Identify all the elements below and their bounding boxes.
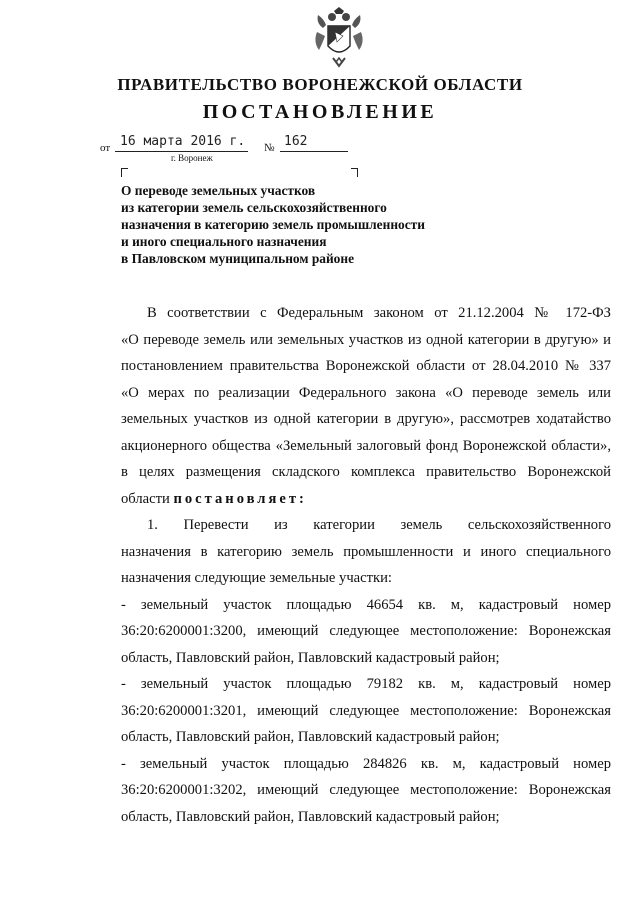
body-line [121,486,611,513]
coat-of-arms-emblem [313,6,365,70]
number-label: № [264,142,275,154]
date-value: 16 марта 2016 г. [120,134,246,149]
right-corner-mark [351,168,358,177]
plot-line: область, Павловский район, Павловский кадастровый район; [121,649,500,666]
plot-line: - земельный участок площадью 46654 кв. м, кадастровый номер [121,596,611,613]
subject-line: назначения в категорию земель промышленности [121,217,425,232]
body-line: В соответствии с Федеральным законом от 21.12.2004 № 172-ФЗ [147,305,611,321]
body-line: «О мерах по реализации Федерального закона «О переводе земель или [121,384,611,401]
document-body [121,300,611,830]
body-line: постановлением правительства Воронежской области от 28.04.2010 № 337 [121,358,611,374]
plot-line: область, Павловский район, Павловский кадастровый район; [121,808,500,825]
subject-line: из категории земель сельскохозяйственного [121,200,387,215]
body-line: в целях размещения складского комплекса правительство Воронежской [121,464,611,480]
decree-word: постановляет: [173,490,307,507]
number-value: 162 [284,134,308,149]
plot-line: 36:20:6200001:3200, имеющий следующее местоположение: Воронежская [121,623,611,639]
subject-line: и иного специального назначения [121,234,327,249]
body-line: земельных участков из одной категории в другую», рассмотрев ходатайство [121,411,611,427]
item-line: назначения следующие земельные участки: [121,570,392,586]
plot-line: - земельный участок площадью 284826 кв. м, кадастровый номер [121,755,611,772]
body-text: области [121,490,170,507]
date-underline [115,151,248,152]
authority-title: ПРАВИТЕЛЬСТВО ВОРОНЕЖСКОЙ ОБЛАСТИ [117,75,523,94]
subject-line: в Павловском муниципальном районе [121,251,355,266]
date-prefix: от [100,142,111,154]
plot-line: область, Павловский район, Павловский кадастровый район; [121,729,500,745]
plot-line: - земельный участок площадью 79182 кв. м, кадастровый номер [121,676,611,692]
item-line: назначения в категорию земель промышленности и иного специального [121,543,611,560]
document-type: ПОСТАНОВЛЕНИЕ [202,101,438,123]
number-underline [280,151,348,152]
body-line: «О переводе земель или земельных участков из одной категории в другую» и [121,331,611,348]
document-subject [121,182,501,267]
subject-line: О переводе земельных участков [121,183,316,198]
left-corner-mark [121,168,128,177]
city-label: г. Воронеж [171,153,213,163]
plot-line: 36:20:6200001:3201, имеющий следующее местоположение: Воронежская [121,702,611,719]
plot-line: 36:20:6200001:3202, имеющий следующее местоположение: Воронежская [121,782,611,798]
item-line: 1. Перевести из категории земель сельскохозяйственного [147,517,611,533]
date-number-row [100,136,360,158]
body-line: акционерного общества «Земельный залоговый фонд Воронежской области», [121,437,611,454]
